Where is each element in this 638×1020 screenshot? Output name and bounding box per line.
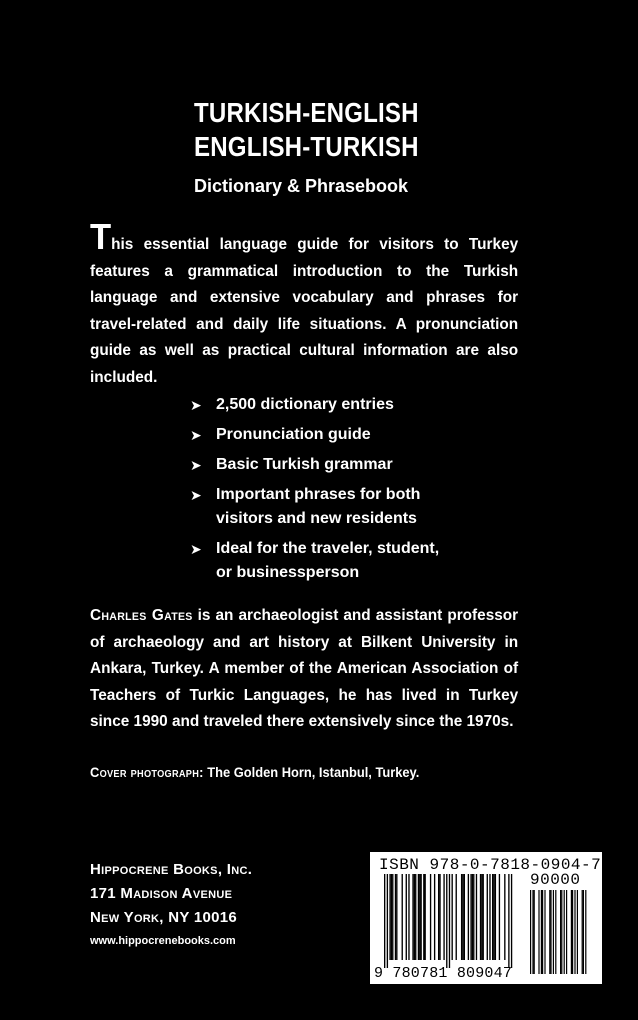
- barcode-bar: [476, 874, 477, 960]
- barcode-bar: [472, 874, 473, 960]
- feature-item: [190, 393, 550, 417]
- price-barcode-bar: [534, 890, 535, 974]
- barcode-bar: [430, 874, 431, 960]
- book-subtitle: Dictionary & Phrasebook: [194, 176, 409, 196]
- title-line-1: TURKISH-ENGLISH: [194, 97, 419, 128]
- publisher-address-1: 171 Madison Avenue: [90, 885, 233, 902]
- barcode-bar: [492, 874, 493, 960]
- barcode-bar: [425, 874, 426, 960]
- barcode-bar: [446, 874, 447, 968]
- barcode-bar: [464, 874, 465, 960]
- barcode-bar: [452, 874, 453, 960]
- isbn-text: ISBN 978-0-7818-0904-7: [379, 856, 602, 874]
- author-bio-text: is an archaeologist and assistant professor of archaeology and art history at Bilkent University in Ankara, Turkey. A member of the American Association of Teachers of Turkic Languages, he has lived in Turkey since 1990 and traveled there extensively since the 1970s.: [90, 607, 519, 730]
- barcode-bar: [414, 874, 415, 960]
- price-barcode-bar: [561, 890, 562, 974]
- barcode-bar: [449, 874, 450, 968]
- publisher-info: [90, 858, 252, 948]
- feature-line-2: or businessperson: [216, 564, 360, 581]
- book-title: [194, 96, 419, 164]
- barcode-bar: [499, 874, 500, 960]
- feature-item: [190, 537, 550, 585]
- feature-list: [190, 393, 550, 591]
- barcode-bar: [511, 874, 512, 968]
- feature-item: [190, 423, 550, 447]
- arrow-bullet-icon: ➤: [190, 487, 202, 503]
- barcode-bar: [487, 874, 488, 960]
- feature-line-1: Basic Turkish grammar: [216, 456, 393, 473]
- barcode-bar: [489, 874, 490, 960]
- price-barcode-bar: [585, 890, 586, 974]
- barcode-bar: [438, 874, 439, 960]
- barcode-bar: [443, 874, 444, 960]
- price-barcode-bar: [550, 890, 551, 974]
- price-barcode-bar: [574, 890, 575, 974]
- barcode-bar: [406, 874, 407, 960]
- barcode-bar: [504, 874, 505, 960]
- barcode-bar: [495, 874, 496, 960]
- barcode-bar: [423, 874, 424, 960]
- price-barcode-bar: [583, 890, 584, 974]
- cover-credit: [90, 762, 419, 782]
- ean-digits-text: 9 780781 809047: [374, 965, 513, 982]
- price-barcode-bar: [555, 890, 556, 974]
- price-barcode-bar: [560, 890, 561, 974]
- barcode-bar: [395, 874, 396, 960]
- barcode-bar: [434, 874, 435, 960]
- intro-paragraph: [90, 216, 519, 391]
- price-barcode-bar: [566, 890, 567, 974]
- price-barcode-bar: [549, 890, 550, 974]
- price-barcode-bar: [572, 890, 573, 974]
- barcode-bar: [402, 874, 403, 960]
- intro-dropcap: T: [90, 216, 112, 257]
- author-name: Charles Gates: [90, 607, 193, 624]
- barcode-bar: [439, 874, 440, 960]
- barcode-bar: [408, 874, 409, 960]
- barcode-bar: [462, 874, 463, 960]
- feature-line-1: 2,500 dictionary entries: [216, 396, 394, 413]
- ean-barcode-bars: [384, 874, 512, 968]
- publisher-website: www.hippocrenebooks.com: [90, 935, 236, 947]
- publisher-name: Hippocrene Books, Inc.: [90, 861, 253, 878]
- feature-item: [190, 483, 550, 531]
- price-barcode-bar: [553, 890, 554, 974]
- barcode-bar: [473, 874, 474, 960]
- feature-line-1: Important phrases for both: [216, 486, 421, 503]
- barcode-bar: [389, 874, 390, 960]
- arrow-bullet-icon: ➤: [190, 397, 202, 413]
- barcode-bar: [391, 874, 392, 960]
- barcode-bar: [483, 874, 484, 960]
- arrow-bullet-icon: ➤: [190, 457, 202, 473]
- price-barcode-bar: [538, 890, 539, 974]
- publisher-address-2: New York, NY 10016: [90, 909, 238, 926]
- price-barcode-bar: [541, 890, 542, 974]
- feature-line-1: Pronunciation guide: [216, 426, 371, 443]
- price-barcode-bar: [532, 890, 533, 974]
- title-line-2: ENGLISH-TURKISH: [194, 131, 419, 162]
- price-barcode-bar: [577, 890, 578, 974]
- price-barcode-bar: [582, 890, 583, 974]
- price-barcode-bar: [542, 890, 543, 974]
- feature-item: [190, 453, 550, 477]
- barcode-bar: [480, 874, 481, 960]
- barcode-bar: [420, 874, 421, 960]
- barcode-bar: [493, 874, 494, 960]
- barcode-bar: [384, 874, 385, 968]
- price-barcode-bars: [530, 890, 586, 974]
- feature-line-1: Ideal for the traveler, student,: [216, 540, 440, 557]
- barcode-bar: [468, 874, 469, 960]
- barcode-bar: [415, 874, 416, 960]
- author-bio: [90, 603, 518, 736]
- cover-credit-text: The Golden Horn, Istanbul, Turkey.: [203, 764, 420, 780]
- barcode-bar: [508, 874, 509, 968]
- barcode-bar: [418, 874, 419, 960]
- barcode-bar: [396, 874, 397, 960]
- arrow-bullet-icon: ➤: [190, 541, 202, 557]
- barcode-bar: [461, 874, 462, 960]
- arrow-bullet-icon: ➤: [190, 427, 202, 443]
- price-barcode-bar: [564, 890, 565, 974]
- barcode-bar: [412, 874, 413, 960]
- barcode-bar: [456, 874, 457, 960]
- barcode-bar: [392, 874, 393, 960]
- price-code-text: 90000: [530, 871, 581, 889]
- barcode-block: [370, 852, 602, 984]
- feature-line-2: visitors and new residents: [216, 510, 417, 527]
- barcode-bar: [481, 874, 482, 960]
- barcode-bar: [419, 874, 420, 960]
- barcode-bar: [387, 874, 388, 968]
- barcode-bar: [470, 874, 471, 960]
- cover-credit-label: Cover photograph:: [90, 764, 204, 780]
- price-barcode-bar: [571, 890, 572, 974]
- price-barcode-bar: [530, 890, 531, 974]
- price-barcode-bar: [544, 890, 545, 974]
- intro-text: his essential language guide for visitors to Turkey features a grammatical introduction to the Turkish language and extensive vocabulary and phrases for travel-related and daily life situations. A pronunciation guide as well as practical cultural information are also included.: [90, 236, 519, 386]
